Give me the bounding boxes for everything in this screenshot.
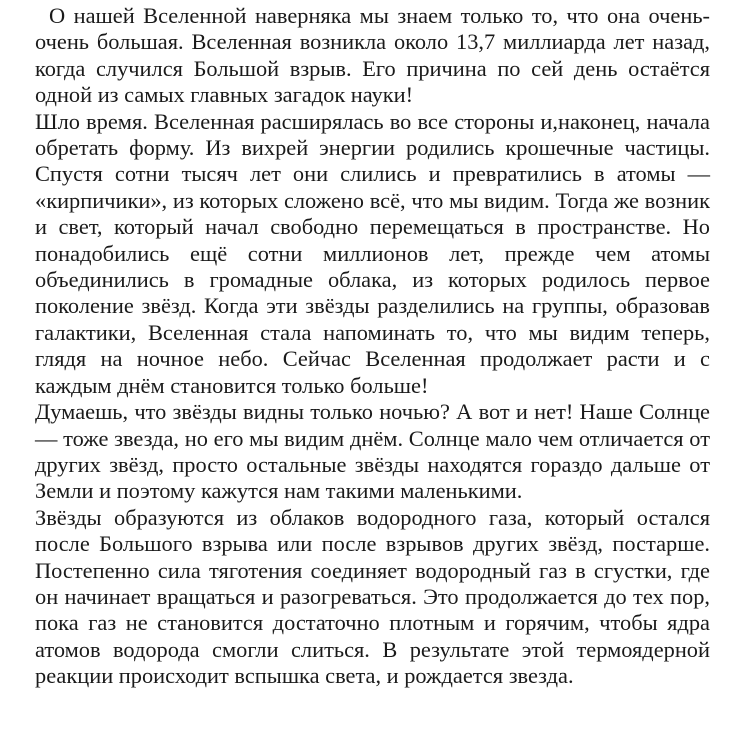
- paragraph-universe-formation: Шло время. Вселенная расширялась во все стороны и,наконец, начала обретать форму. Из вихрей энергии родились крошечные частицы. Спустя сотни тысяч лет они слились и превратились в атомы — «кирпичики», из которых сложено всё, что мы видим. Тогда же возник и свет, который начал свободно перемещаться в пространстве. Но понадобились ещё сотни миллионов лет, прежде чем атомы объединились в громадные облака, из которых родилось первое поколение звёзд. Когда эти звёзды разделились на группы, образовав галактики, Вселенная стала напоминать то, что мы видим теперь, глядя на ночное небо. Сейчас Вселенная продолжает расти и с каждым днём становится только больше!: [35, 108, 710, 398]
- paragraph-sun-star: Думаешь, что звёзды видны только ночью? А вот и нет! Наше Солнце — тоже звезда, но его мы видим днём. Солнце мало чем отличается от других звёзд, просто остальные звёзды находятся гораздо дальше от Земли и поэтому кажутся нам такими маленькими.: [35, 399, 710, 504]
- paragraph-star-birth: Звёзды образуются из облаков водородного газа, который остался после Большого взрыва или после взрывов других звёзд, постарше. Постепенно сила тяготения соединяет водородный газ в сгустки, где он начинает вращаться и разогреваться. Это продолжается до тех пор, пока газ не становится достаточно плотным и горячим, чтобы ядра атомов водорода смогли слиться. В результате этой термоядерной реакции происходит вспышка света, и рождается звезда.: [35, 504, 710, 689]
- paragraph-universe-size: О нашей Вселенной наверняка мы знаем только то, что она очень-очень большая. Вселенная возникла около 13,7 миллиарда лет назад, когда случился Большой взрыв. Его причина по сей день остаётся одной из самых главных загадок науки!: [35, 3, 710, 108]
